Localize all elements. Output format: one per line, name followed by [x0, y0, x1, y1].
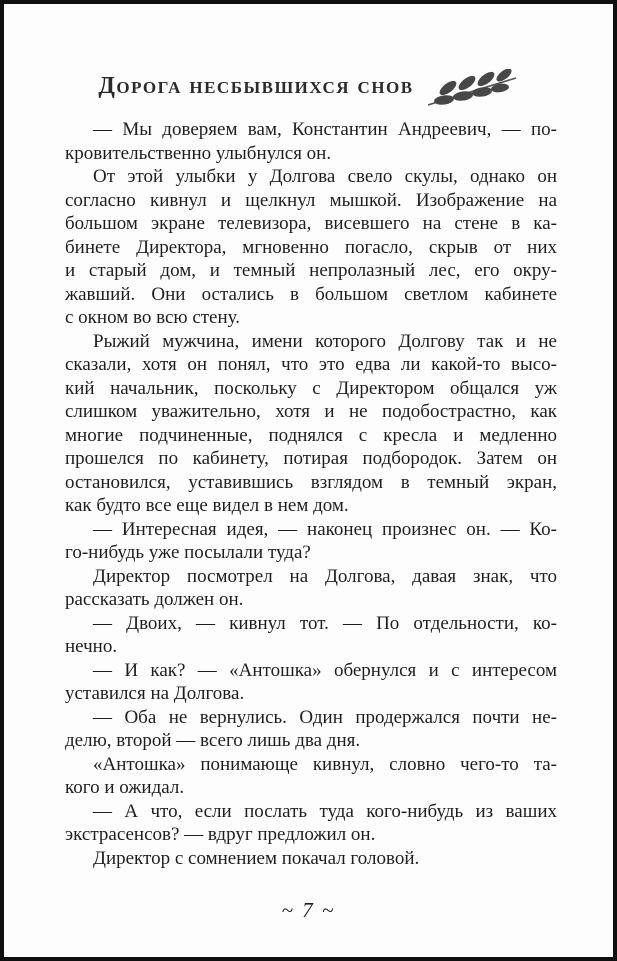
text-line: большом экране телевизора, висевшего на стене в ка-: [65, 213, 557, 234]
running-header: [65, 66, 553, 106]
text-line: — И как? — «Антошка» обернулся и с интересом: [93, 659, 557, 681]
text-line: Рыжий мужчина, имени которого Долгову так и не: [93, 330, 557, 352]
text-line: Директор посмотрел на Долгова, давая знак, что: [93, 565, 557, 587]
paragraph: [65, 565, 557, 612]
paragraph: [65, 659, 557, 706]
leaf-branch-ornament-icon: [428, 69, 520, 109]
text-line: сказали, хотя он понял, что это едва ли какой-то высо-: [65, 354, 557, 375]
paragraph: [65, 753, 557, 800]
text-line: уставился на Долгова.: [65, 683, 245, 704]
text-line: От этой улыбки у Долгова свело скулы, однако он: [93, 166, 557, 187]
text-line: кого и ожидал.: [65, 777, 185, 798]
text-line: — Интересная идея, — наконец произнес он. — Ко-: [93, 518, 557, 540]
text-line: жавший. Они остались в большом светлом кабинете: [65, 283, 557, 305]
text-line: рассказать должен он.: [65, 589, 244, 610]
running-title: Дорога несбывшихся снов: [98, 72, 414, 99]
page-content: [4, 4, 613, 870]
text-line: бинете Директора, мгновенно погасло, скрыв от них: [65, 236, 557, 258]
text-line: кровительственно улыбнулся он.: [65, 142, 332, 164]
paragraph: [65, 518, 557, 565]
text-line: согласно кивнул и щелкнул мышкой. Изображение на: [65, 189, 557, 211]
paragraph: [65, 118, 557, 165]
text-line: как будто все еще видел в нем дом.: [65, 495, 349, 516]
page-number: ~ 7 ~: [281, 898, 336, 922]
paragraph: [65, 706, 557, 753]
text-line: слишком уважительно, хотя и не подобострастно, как: [65, 401, 557, 422]
text-line: «Антошка» понимающе кивнул, словно чего-то та-: [93, 753, 557, 775]
text-line: — Мы доверяем вам, Константин Андреевич, — по-: [93, 119, 557, 140]
text-line: прошелся по кабинету, потирая подбородок. Затем он: [65, 448, 557, 469]
text-line: Директор с сомнением покачал головой.: [93, 847, 420, 869]
text-line: кий начальник, поскольку с Директором общался уж: [65, 377, 557, 399]
body-text: [65, 118, 557, 870]
paragraph: [65, 800, 557, 847]
text-line: многие подчиненные, поднялся с кресла и медленно: [65, 424, 557, 446]
text-line: и старый дом, и темный непролазный лес, его окру-: [65, 260, 557, 281]
text-line: — Двоих, — кивнул тот. — По отдельности, ко-: [93, 612, 557, 634]
text-line: нечно.: [65, 636, 118, 657]
text-line: экстрасенсов? — вдруг предложил он.: [65, 824, 376, 845]
paragraph: [65, 612, 557, 659]
text-line: — Оба не вернулись. Один продержался почти не-: [93, 706, 557, 728]
paragraph: [65, 330, 557, 518]
text-line: с окном во всю стену.: [65, 307, 241, 328]
text-line: остановился, уставившись взглядом в темный экран,: [65, 471, 557, 493]
text-line: — А что, если послать туда кого-нибудь из ваших: [93, 800, 557, 822]
text-line: делю, второй — всего лишь два дня.: [65, 730, 361, 751]
paragraph: [65, 847, 557, 871]
text-line: го-нибудь уже посылали туда?: [65, 542, 311, 563]
paragraph: [65, 165, 557, 330]
